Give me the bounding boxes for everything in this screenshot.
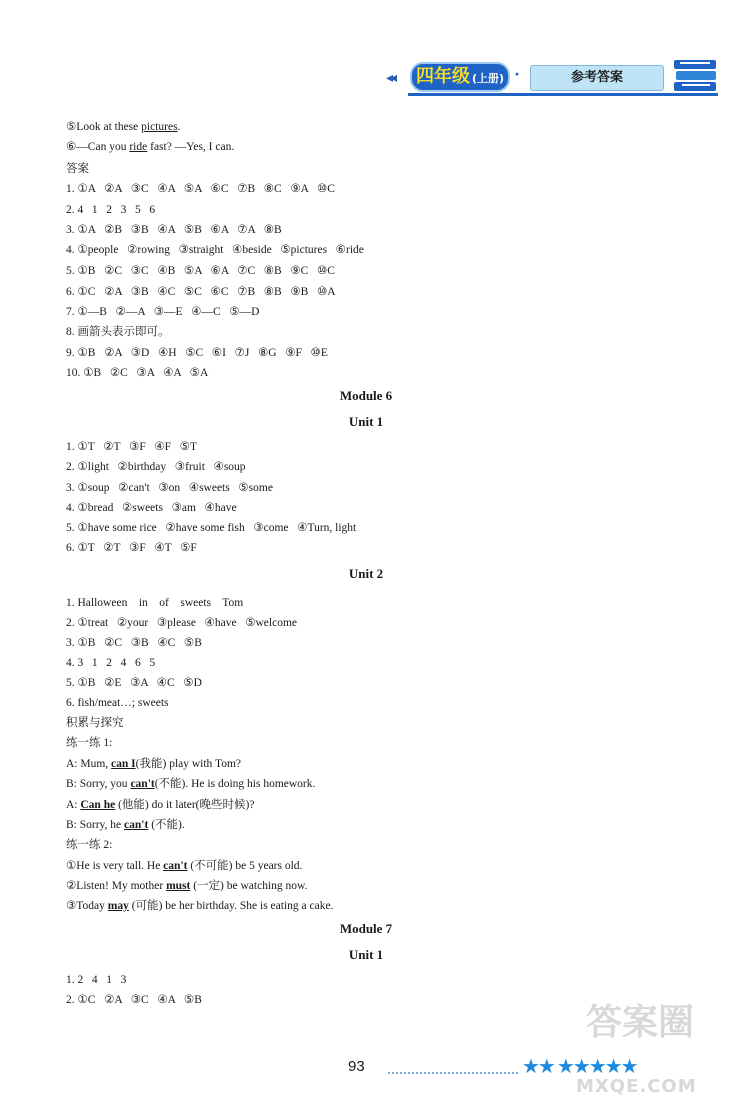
answer-line: 练一练 1:: [66, 737, 113, 749]
line-text: (不能).: [148, 819, 185, 831]
line-text: (一定) be watching now.: [190, 880, 308, 892]
answer-line: 1. 2 4 1 3: [66, 974, 127, 986]
answer-line: 4. 3 1 2 4 6 5: [66, 657, 156, 669]
dotted-rule: [388, 1072, 518, 1074]
line-text: ⑥—Can you: [66, 141, 130, 153]
answer-line: 5. ①B ②E ③A ④C ⑤D: [66, 677, 202, 689]
page-header: [380, 52, 725, 107]
answer-line: [66, 140, 234, 154]
section-heading: Module 7: [339, 921, 393, 936]
line-text: ③Today: [66, 900, 108, 912]
answer-blank: must: [166, 880, 191, 892]
line-text: ①He is very tall. He: [66, 860, 164, 872]
section-heading: Unit 1: [348, 414, 384, 429]
answer-line: 1. Halloween in of sweets Tom: [66, 597, 244, 609]
answer-line: 2. ①treat ②your ③please ④have ⑤welcome: [66, 617, 298, 629]
answer-blank: may: [107, 900, 129, 912]
answer-blank: can't: [163, 860, 188, 872]
answer-line: 4. ①bread ②sweets ③am ④have: [66, 502, 237, 514]
grade-label: 四年级: [415, 66, 470, 87]
answer-line: 6. ①T ②T ③F ④T ⑤F: [66, 542, 197, 554]
answer-line: 答案: [66, 163, 89, 175]
answer-line: 2. ①C ②A ③C ④A ⑤B: [66, 994, 202, 1006]
header-title: 参考答案: [530, 65, 664, 91]
answer-blank: can't: [130, 778, 155, 790]
line-text: B: Sorry, you: [66, 778, 131, 790]
header-rule: [408, 93, 718, 96]
line-text: (我能) play with Tom?: [135, 758, 241, 770]
line-text: ⑤Look at these: [66, 121, 142, 133]
answer-blank: can I: [111, 758, 136, 770]
page-footer: [0, 1002, 750, 1097]
line-text: .: [177, 121, 181, 133]
line-text: (他能) do it later(晚些时候)?: [115, 799, 255, 811]
line-text: A: Mum,: [66, 758, 112, 770]
answer-line: [66, 818, 185, 832]
answer-line: 6. ①C ②A ③B ④C ⑤C ⑥C ⑦B ⑧B ⑨B ⑩A: [66, 286, 336, 298]
answer-line: [66, 120, 180, 134]
watermark-url: MXQE.COM: [576, 1076, 697, 1097]
answer-line: 2. 4 1 2 3 5 6: [66, 204, 156, 216]
answer-line: [66, 757, 241, 771]
line-text: (可能) be her birthday. She is eating a cake.: [128, 900, 334, 912]
section-heading: Unit 2: [348, 566, 384, 581]
section-heading: Unit 1: [348, 947, 384, 962]
answer-line: 9. ①B ②A ③D ④H ⑤C ⑥I ⑦J ⑧G ⑨F ⑩E: [66, 347, 328, 359]
underlined-word: pictures: [141, 121, 178, 133]
line-text: fast? —Yes, I can.: [147, 141, 235, 153]
page-number: 93: [348, 1058, 365, 1075]
answer-line: [66, 798, 254, 812]
answer-line: 积累与探究: [66, 717, 124, 729]
answer-line: 练一练 2:: [66, 839, 113, 851]
answer-line: [66, 777, 315, 791]
answer-line: 7. ①—B ②—A ③—E ④—C ⑤—D: [66, 306, 260, 318]
answer-line: [66, 879, 307, 893]
header-separator: ·: [514, 64, 521, 84]
answer-line: 3. ①B ②C ③B ④C ⑤B: [66, 637, 202, 649]
underlined-word: ride: [129, 141, 148, 153]
answer-line: 8. 画箭头表示即可。: [66, 326, 170, 338]
answer-line: 2. ①light ②birthday ③fruit ④soup: [66, 461, 246, 473]
line-text: (不可能) be 5 years old.: [187, 860, 303, 872]
answer-line: 5. ①have some rice ②have some fish ③come ④Turn, light: [66, 522, 357, 534]
term-label: (上册): [471, 72, 505, 85]
line-text: ②Listen! My mother: [66, 880, 167, 892]
answer-line: 10. ①B ②C ③A ④A ⑤A: [66, 367, 209, 379]
answer-line: 3. ①soup ②can't ③on ④sweets ⑤some: [66, 482, 273, 494]
answer-line: [66, 899, 333, 913]
grade-badge: [410, 62, 510, 92]
answer-line: [66, 859, 302, 873]
answer-line: 5. ①B ②C ③C ④B ⑤A ⑥A ⑦C ⑧B ⑨C ⑩C: [66, 265, 335, 277]
answer-line: 3. ①A ②B ③B ④A ⑤B ⑥A ⑦A ⑧B: [66, 224, 282, 236]
answer-line: 1. ①T ②T ③F ④F ⑤T: [66, 441, 197, 453]
answer-blank: can't: [124, 819, 149, 831]
watermark-logo: 答案圈: [586, 1002, 695, 1043]
answer-line: 6. fish/meat…; sweets: [66, 697, 169, 709]
answer-line: 4. ①people ②rowing ③straight ④beside ⑤pictures ⑥ride: [66, 244, 364, 256]
answer-blank: Can he: [80, 799, 116, 811]
line-text: B: Sorry, he: [66, 819, 125, 831]
arrow-icon: ◂◂: [386, 71, 395, 86]
book-icon: [672, 58, 718, 94]
star-icons: ★★ ★★★★★: [522, 1056, 637, 1078]
line-text: (不能). He is doing his homework.: [154, 778, 316, 790]
line-text: A:: [66, 799, 81, 811]
section-heading: Module 6: [339, 388, 393, 403]
answer-line: 1. ①A ②A ③C ④A ⑤A ⑥C ⑦B ⑧C ⑨A ⑩C: [66, 183, 335, 195]
